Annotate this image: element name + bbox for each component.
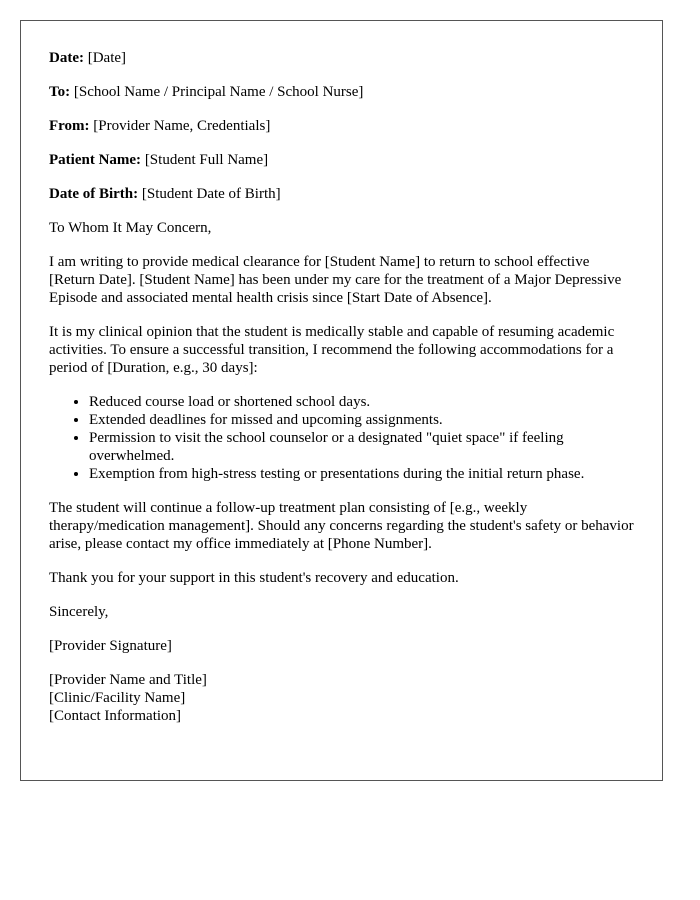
- list-item: • Exemption from high-stress testing or presentations during the initial return phase.: [89, 465, 634, 483]
- salutation: To Whom It May Concern,: [49, 220, 212, 236]
- signature: [Provider Signature]: [49, 638, 172, 654]
- patient-name-line: Patient Name: [Student Full Name]: [49, 152, 269, 168]
- dob-line: Date of Birth: [Student Date of Birth]: [49, 186, 281, 202]
- paragraph-thanks: Thank you for your support in this student's recovery and education.: [49, 570, 459, 586]
- to-line: To: [School Name / Principal Name / School Nurse]: [49, 84, 364, 100]
- paragraph-clearance: I am writing to provide medical clearance for [Student Name] to return to school effective [Return Date]. [Student Name] has been under my care for the treatment of a Major Depressive Episode and associated mental health crisis since [Start Date of Absence].: [49, 254, 622, 306]
- list-item: • Reduced course load or shortened school days.: [89, 393, 634, 411]
- letter: [20, 20, 663, 781]
- list-item: • Extended deadlines for missed and upcoming assignments.: [89, 411, 634, 429]
- paragraph-followup: The student will continue a follow-up treatment plan consisting of [e.g., weekly therapy/medication management]. Should any concerns regarding the student's safety or behavior arise, please contact my office immediately at [Phone Number].: [49, 500, 634, 552]
- date-line: Date: [Date]: [49, 50, 127, 66]
- paragraph-opinion: It is my clinical opinion that the student is medically stable and capable of resuming academic activities. To ensure a successful transition, I recommend the following accommodations for a period of [Duration, e.g., 30 days]:: [49, 324, 615, 376]
- accommodations-list: [49, 393, 634, 483]
- from-line: From: [Provider Name, Credentials]: [49, 118, 271, 134]
- closing: Sincerely,: [49, 604, 109, 620]
- signature-block: [Provider Name and Title] [Clinic/Facility Name] [Contact Information]: [49, 672, 207, 724]
- list-item: • Permission to visit the school counselor or a designated "quiet space" if feeling overwhelmed.: [89, 429, 634, 465]
